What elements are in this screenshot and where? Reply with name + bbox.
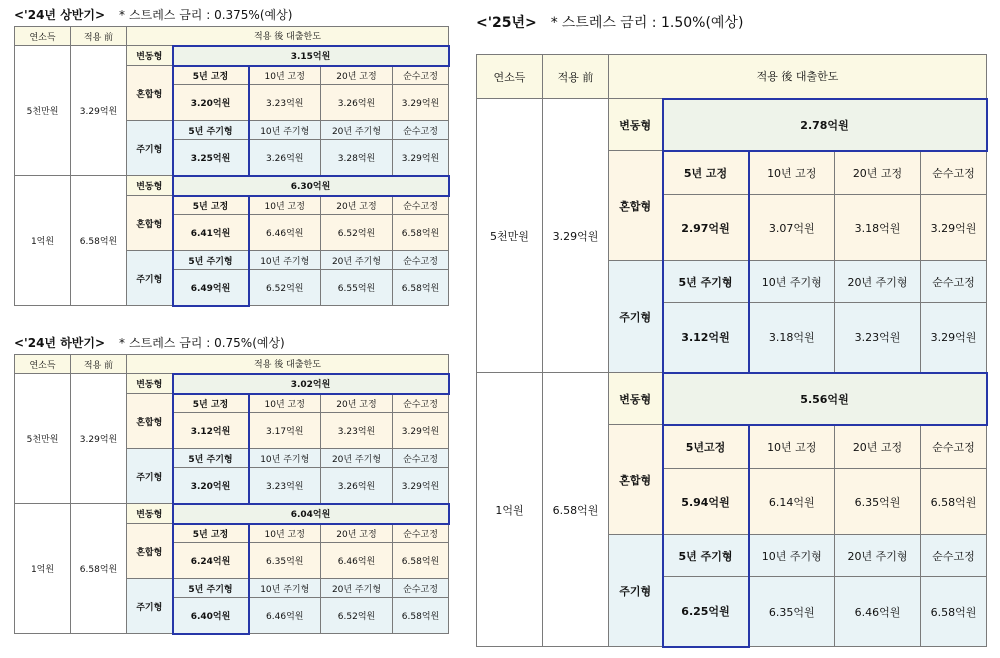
before-limit-cell: 3.29억원 [71, 46, 127, 176]
mixed-term-header: 5년 고정 [173, 196, 249, 215]
periodic-limit-value: 3.12억원 [663, 303, 749, 373]
periodic-term-header: 20년 주기형 [835, 261, 921, 303]
income-cell: 1억원 [477, 373, 543, 647]
mixed-term-header: 10년 고정 [249, 524, 321, 543]
header-before: 적용 前 [71, 355, 127, 374]
stress-rate-text: 스트레스 금리 : 1.50%(예상) [561, 15, 744, 31]
periodic-term-header: 5년 주기형 [173, 579, 249, 598]
periodic-limit-value: 6.46억원 [249, 598, 321, 634]
mixed-term-header: 20년 고정 [835, 151, 921, 195]
table-header-row [477, 55, 987, 99]
mixed-term-header: 5년 고정 [663, 151, 749, 195]
mixed-term-header: 20년 고정 [835, 425, 921, 469]
mixed-label: 혼합형 [127, 524, 173, 579]
periodic-limit-value: 6.58억원 [393, 270, 449, 306]
mixed-term-header: 순수고정 [393, 524, 449, 543]
before-limit-cell: 3.29억원 [543, 99, 609, 373]
periodic-label: 주기형 [127, 579, 173, 634]
periodic-limit-value: 6.49억원 [173, 270, 249, 306]
header-after: 적용 後 대출한도 [127, 355, 449, 374]
mixed-limit-value: 6.46억원 [249, 215, 321, 251]
mixed-limit-value: 6.58억원 [393, 543, 449, 579]
header-before: 적용 前 [543, 55, 609, 99]
asterisk: * [550, 15, 558, 31]
periodic-term-header: 5년 주기형 [173, 449, 249, 468]
mixed-term-header: 5년 고정 [173, 394, 249, 413]
mixed-label: 혼합형 [127, 66, 173, 121]
periodic-limit-value: 6.25억원 [663, 577, 749, 647]
mixed-term-header: 순수고정 [921, 151, 987, 195]
table-row [477, 99, 987, 151]
table-header-line [476, 12, 988, 32]
mixed-limit-value: 3.20억원 [173, 85, 249, 121]
mixed-limit-value: 3.29억원 [393, 413, 449, 449]
periodic-limit-value: 6.35억원 [749, 577, 835, 647]
periodic-limit-value: 6.40억원 [173, 598, 249, 634]
variable-label: 변동형 [127, 176, 173, 196]
periodic-term-header: 순수고정 [393, 121, 449, 140]
mixed-term-header: 순수고정 [921, 425, 987, 469]
variable-label: 변동형 [609, 99, 663, 151]
loan-limit-table [476, 54, 988, 648]
mixed-term-header: 5년 고정 [173, 524, 249, 543]
periodic-term-header: 10년 주기형 [249, 251, 321, 270]
table-header-line [14, 6, 450, 22]
periodic-term-header: 5년 주기형 [173, 121, 249, 140]
mixed-term-header: 순수고정 [393, 196, 449, 215]
periodic-limit-value: 3.20억원 [173, 468, 249, 504]
table-block-2025 [476, 12, 988, 648]
mixed-limit-value: 3.17억원 [249, 413, 321, 449]
periodic-term-header: 10년 주기형 [249, 121, 321, 140]
period-title: <'24년 상반기> [14, 7, 106, 22]
mixed-limit-value: 3.29억원 [921, 195, 987, 261]
variable-label: 변동형 [609, 373, 663, 425]
period-title: <'24년 하반기> [14, 335, 106, 350]
mixed-term-header: 10년 고정 [249, 394, 321, 413]
stress-rate-note [119, 334, 285, 351]
header-income: 연소득 [477, 55, 543, 99]
mixed-term-header: 5년 고정 [173, 66, 249, 85]
stress-rate-text: 스트레스 금리 : 0.375%(예상) [129, 7, 293, 22]
periodic-term-header: 10년 주기형 [749, 535, 835, 577]
mixed-limit-value: 5.94억원 [663, 469, 749, 535]
periodic-term-header: 20년 주기형 [835, 535, 921, 577]
periodic-limit-value: 3.26억원 [321, 468, 393, 504]
periodic-limit-value: 3.29억원 [393, 468, 449, 504]
mixed-term-header: 5년고정 [663, 425, 749, 469]
table-block-2024-h1 [14, 6, 450, 307]
periodic-limit-value: 6.58억원 [393, 598, 449, 634]
periodic-term-header: 5년 주기형 [663, 261, 749, 303]
periodic-limit-value: 6.52억원 [249, 270, 321, 306]
mixed-term-header: 순수고정 [393, 66, 449, 85]
variable-label: 변동형 [127, 504, 173, 524]
mixed-term-header: 20년 고정 [321, 394, 393, 413]
table-row [15, 504, 449, 524]
income-cell: 5천만원 [477, 99, 543, 373]
periodic-limit-value: 3.23억원 [249, 468, 321, 504]
header-income: 연소득 [15, 27, 71, 46]
periodic-label: 주기형 [127, 449, 173, 504]
income-cell: 1억원 [15, 176, 71, 306]
mixed-limit-value: 6.52억원 [321, 215, 393, 251]
mixed-limit-value: 6.41억원 [173, 215, 249, 251]
income-cell: 1억원 [15, 504, 71, 634]
variable-label: 변동형 [127, 374, 173, 394]
periodic-term-header: 순수고정 [393, 251, 449, 270]
mixed-limit-value: 3.23억원 [249, 85, 321, 121]
variable-value: 5.56억원 [663, 373, 987, 425]
mixed-limit-value: 6.58억원 [393, 215, 449, 251]
before-limit-cell: 6.58억원 [71, 504, 127, 634]
periodic-term-header: 순수고정 [393, 449, 449, 468]
variable-label: 변동형 [127, 46, 173, 66]
variable-value: 6.04억원 [173, 504, 449, 524]
mixed-limit-value: 6.24억원 [173, 543, 249, 579]
loan-limit-table [14, 26, 450, 307]
before-limit-cell: 6.58억원 [71, 176, 127, 306]
periodic-limit-value: 3.29억원 [921, 303, 987, 373]
table-row [15, 46, 449, 66]
periodic-term-header: 20년 주기형 [321, 449, 393, 468]
table-header-row [15, 355, 449, 374]
periodic-label: 주기형 [127, 251, 173, 306]
periodic-limit-value: 6.55억원 [321, 270, 393, 306]
periodic-limit-value: 3.23억원 [835, 303, 921, 373]
mixed-term-header: 10년 고정 [249, 196, 321, 215]
header-before: 적용 前 [71, 27, 127, 46]
periodic-label: 주기형 [127, 121, 173, 176]
periodic-term-header: 5년 주기형 [663, 535, 749, 577]
periodic-term-header: 5년 주기형 [173, 251, 249, 270]
periodic-limit-value: 6.58억원 [921, 577, 987, 647]
variable-value: 2.78억원 [663, 99, 987, 151]
asterisk: * [119, 7, 126, 22]
periodic-term-header: 순수고정 [393, 579, 449, 598]
mixed-term-header: 순수고정 [393, 394, 449, 413]
mixed-limit-value: 6.58억원 [921, 469, 987, 535]
income-cell: 5천만원 [15, 374, 71, 504]
periodic-term-header: 20년 주기형 [321, 579, 393, 598]
mixed-term-header: 10년 고정 [749, 425, 835, 469]
header-after: 적용 後 대출한도 [127, 27, 449, 46]
table-row [15, 374, 449, 394]
mixed-limit-value: 3.12억원 [173, 413, 249, 449]
variable-value: 3.15억원 [173, 46, 449, 66]
periodic-limit-value: 3.26억원 [249, 140, 321, 176]
periodic-term-header: 순수고정 [921, 261, 987, 303]
stress-rate-note [119, 6, 292, 23]
periodic-label: 주기형 [609, 535, 663, 647]
mixed-term-header: 20년 고정 [321, 524, 393, 543]
header-income: 연소득 [15, 355, 71, 374]
mixed-label: 혼합형 [609, 151, 663, 261]
periodic-limit-value: 3.18억원 [749, 303, 835, 373]
table-header-row [15, 27, 449, 46]
variable-value: 6.30억원 [173, 176, 449, 196]
periodic-limit-value: 3.28억원 [321, 140, 393, 176]
mixed-limit-value: 6.14억원 [749, 469, 835, 535]
periodic-label: 주기형 [609, 261, 663, 373]
mixed-limit-value: 6.46억원 [321, 543, 393, 579]
periodic-limit-value: 6.52억원 [321, 598, 393, 634]
mixed-label: 혼합형 [127, 196, 173, 251]
periodic-limit-value: 6.46억원 [835, 577, 921, 647]
periodic-limit-value: 3.29억원 [393, 140, 449, 176]
period-title: <'25년> [476, 15, 537, 31]
periodic-term-header: 10년 주기형 [249, 579, 321, 598]
loan-limit-table [14, 354, 450, 635]
periodic-term-header: 10년 주기형 [249, 449, 321, 468]
before-limit-cell: 3.29억원 [71, 374, 127, 504]
mixed-label: 혼합형 [609, 425, 663, 535]
mixed-limit-value: 3.18억원 [835, 195, 921, 261]
mixed-term-header: 10년 고정 [749, 151, 835, 195]
stress-rate-text: 스트레스 금리 : 0.75%(예상) [129, 335, 285, 350]
before-limit-cell: 6.58억원 [543, 373, 609, 647]
table-row [15, 176, 449, 196]
periodic-term-header: 10년 주기형 [749, 261, 835, 303]
periodic-limit-value: 3.25억원 [173, 140, 249, 176]
variable-value: 3.02억원 [173, 374, 449, 394]
mixed-limit-value: 3.26억원 [321, 85, 393, 121]
mixed-limit-value: 3.07억원 [749, 195, 835, 261]
mixed-limit-value: 3.29억원 [393, 85, 449, 121]
periodic-term-header: 20년 주기형 [321, 121, 393, 140]
mixed-limit-value: 6.35억원 [249, 543, 321, 579]
asterisk: * [119, 335, 126, 350]
stress-rate-note [551, 12, 744, 32]
table-header-line [14, 334, 450, 350]
mixed-label: 혼합형 [127, 394, 173, 449]
table-row [477, 373, 987, 425]
header-after: 적용 後 대출한도 [609, 55, 987, 99]
table-block-2024-h2 [14, 334, 450, 635]
mixed-term-header: 10년 고정 [249, 66, 321, 85]
mixed-term-header: 20년 고정 [321, 196, 393, 215]
mixed-limit-value: 3.23억원 [321, 413, 393, 449]
income-cell: 5천만원 [15, 46, 71, 176]
periodic-term-header: 순수고정 [921, 535, 987, 577]
mixed-limit-value: 6.35억원 [835, 469, 921, 535]
mixed-term-header: 20년 고정 [321, 66, 393, 85]
periodic-term-header: 20년 주기형 [321, 251, 393, 270]
mixed-limit-value: 2.97억원 [663, 195, 749, 261]
